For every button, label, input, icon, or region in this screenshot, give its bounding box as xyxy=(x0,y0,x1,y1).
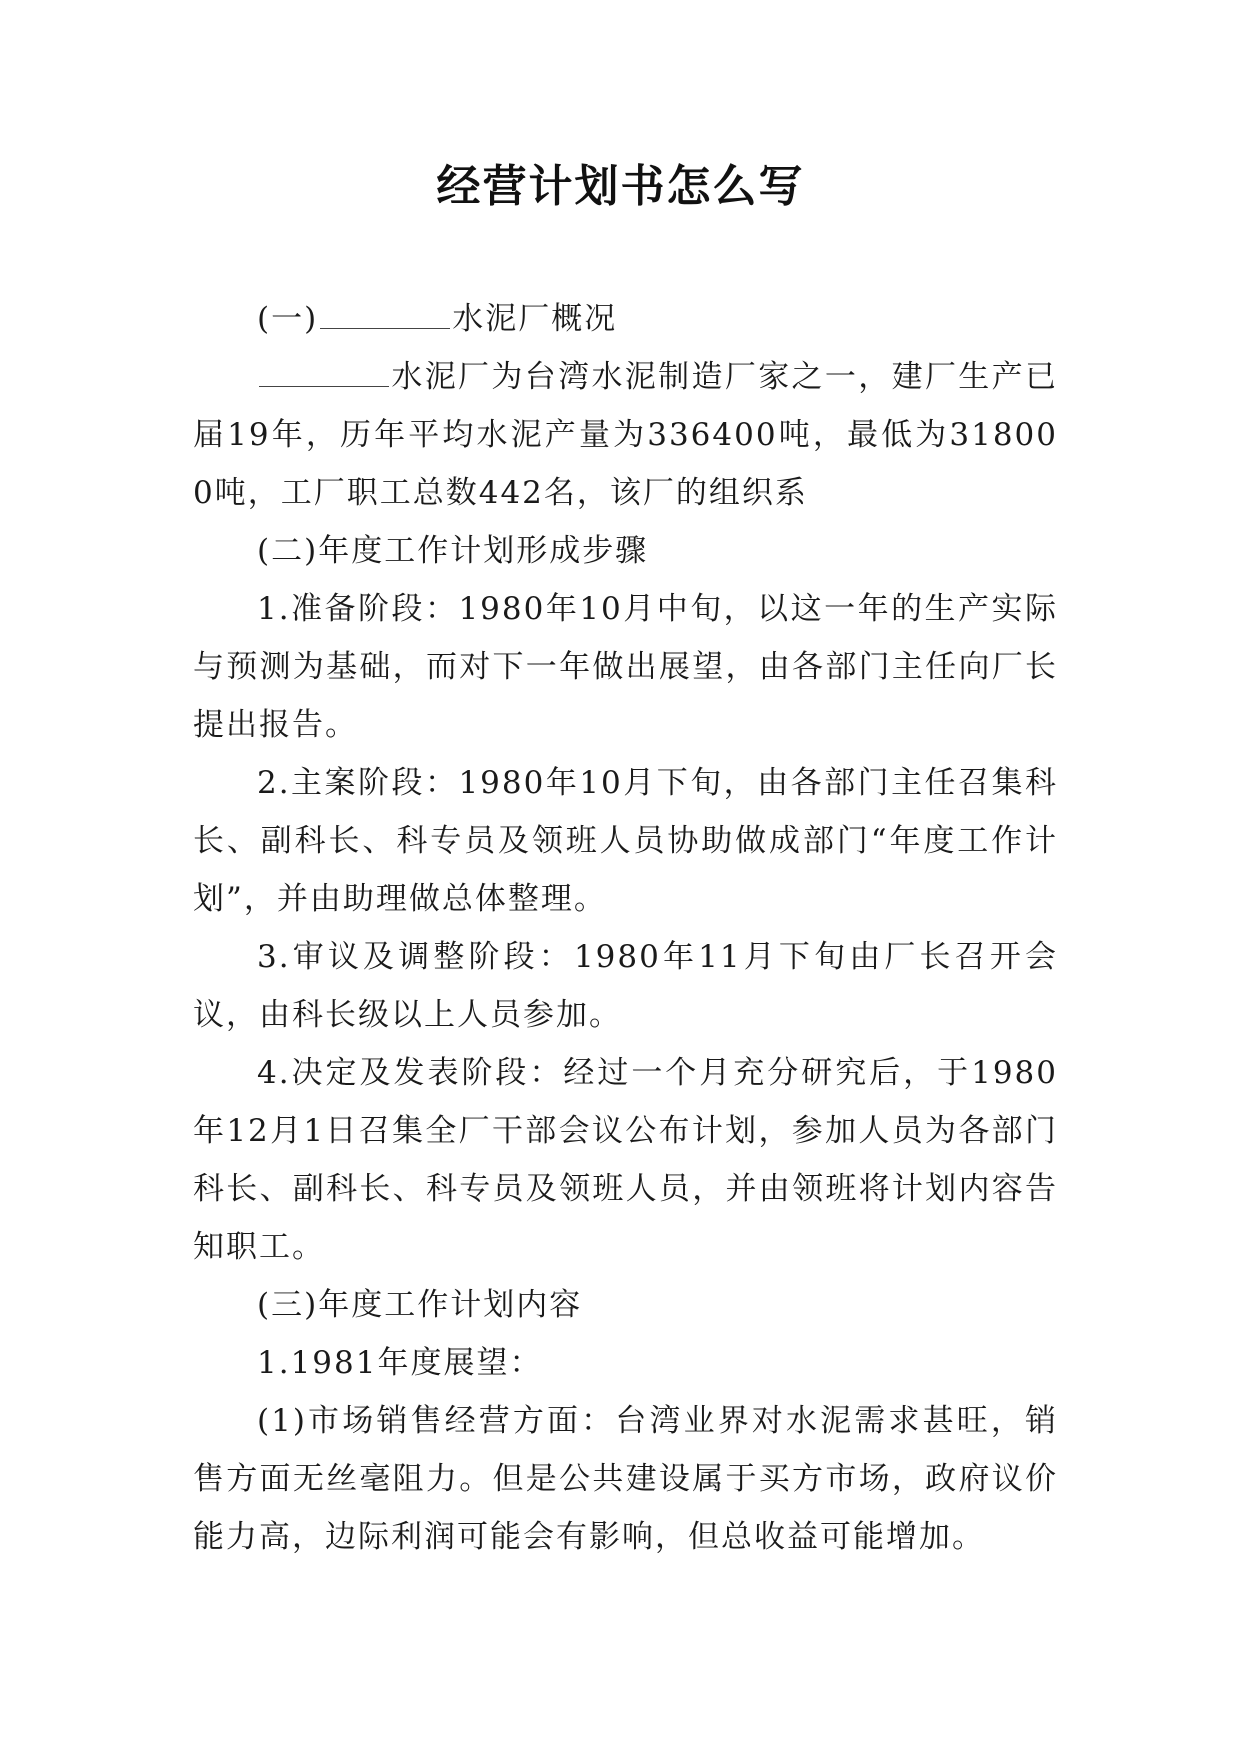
blank-underline xyxy=(259,362,389,387)
paragraph-step-publish: 4.决定及发表阶段：经过一个月充分研究后，于1980年12月1日召集全厂干部会议公布计划，参加人员为各部门科长、副科长、科专员及领班人员，并由领班将计划内容告知职工。 xyxy=(193,1055,1058,1265)
paragraph-text: 水泥厂为台湾水泥制造厂家之一，建厂生产已届19年，历年平均水泥产量为336400吨，最低为318000吨，工厂职工总数442名，该厂的组织系 xyxy=(193,359,1058,511)
paragraph-plan-content-heading: (三)年度工作计划内容 xyxy=(257,1287,583,1323)
document-title: 经营计划书怎么写 xyxy=(436,161,805,212)
paragraph-outlook-heading: 1.1981年度展望： xyxy=(257,1345,543,1381)
paragraph-market-sales: (1)市场销售经营方面：台湾业界对水泥需求甚旺，销售方面无丝毫阻力。但是公共建设属于买方市场，政府议价能力高，边际利润可能会有影响，但总收益可能增加。 xyxy=(193,1403,1058,1555)
document-body xyxy=(193,290,1058,1566)
section-prefix: (一) xyxy=(257,301,319,337)
blank-underline xyxy=(320,304,450,329)
paragraph-step-preparation: 1.准备阶段：1980年10月中旬，以这一年的生产实际与预测为基础，而对下一年做出展望，由各部门主任向厂长提出报告。 xyxy=(193,591,1058,743)
paragraph-factory-overview-heading xyxy=(193,290,1058,348)
paragraph-plan-steps-heading: (二)年度工作计划形成步骤 xyxy=(257,533,649,569)
paragraph-step-main-plan: 2.主案阶段：1980年10月下旬，由各部门主任召集科长、副科长、科专员及领班人员协助做成部门“年度工作计划”，并由助理做总体整理。 xyxy=(193,765,1058,917)
paragraph-step-review: 3.审议及调整阶段：1980年11月下旬由厂长召开会议，由科长级以上人员参加。 xyxy=(193,939,1058,1033)
paragraph-text: 水泥厂概况 xyxy=(452,301,618,337)
paragraph-factory-overview xyxy=(193,348,1058,522)
